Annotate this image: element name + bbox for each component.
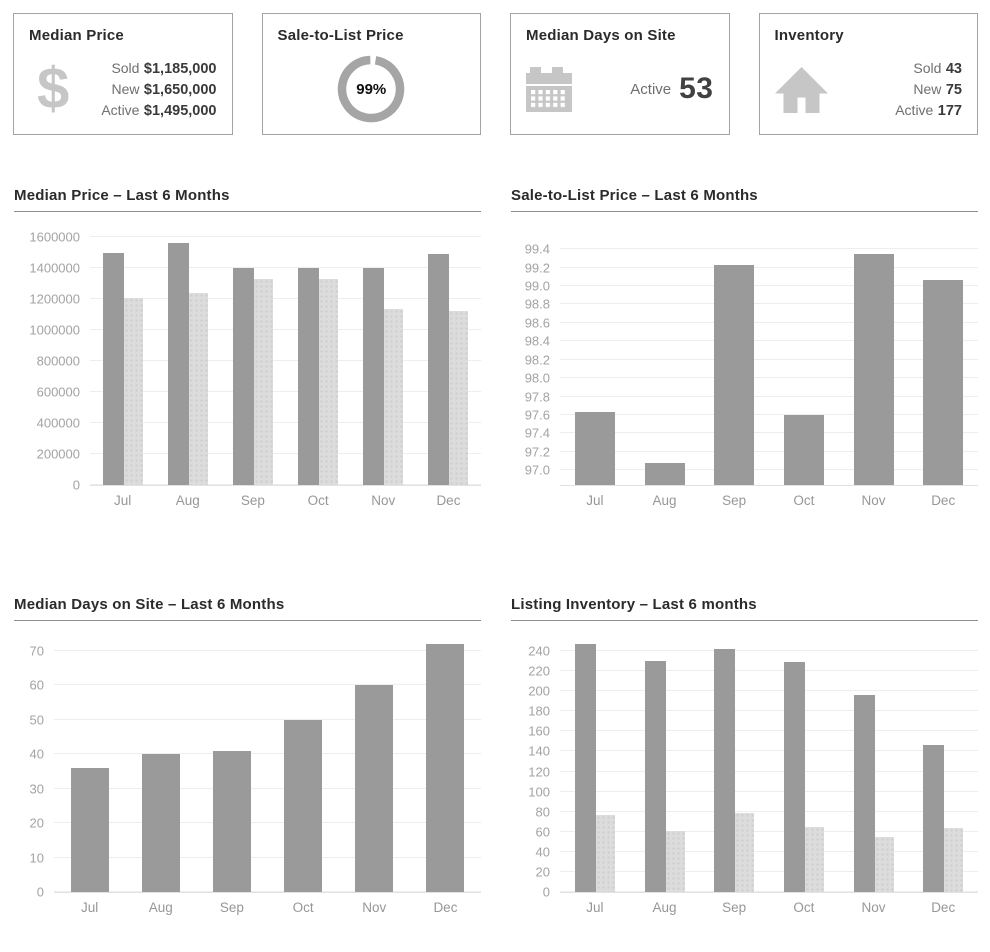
y-tick-label: 98.0 [524,370,550,386]
y-tick-label: 60 [29,677,44,693]
card-title: Inventory [774,27,844,44]
x-tick-label: Dec [931,493,956,508]
x-tick-label: Oct [292,900,314,915]
bar-series-1-aug [645,661,666,892]
x-tick-label: Nov [861,493,886,508]
bar-series-1-dec [428,254,449,485]
stat-label: New [913,80,942,97]
stat-row [101,58,216,79]
bars-layer [560,228,978,485]
y-tick-label: 97.8 [524,389,550,405]
card-sale-to-list [262,13,482,135]
bar-series-1-nov [854,695,875,892]
chart-title: Listing Inventory – Last 6 months [511,596,978,621]
bars-layer [560,637,978,892]
y-tick-label: 200000 [36,446,80,462]
stat-value: $1,495,000 [143,102,217,119]
y-tick-label: 99.4 [524,241,550,257]
bar-series-2-oct [319,279,338,485]
plot-area-sale-to-list [524,228,978,486]
bar-median-days-nov [355,685,393,892]
bar-series-1-oct [784,662,805,892]
stat-label: Sold [111,59,140,76]
y-tick-label: 220 [528,663,550,679]
bar-series-1-sep [233,268,254,485]
card-inventory [759,13,979,135]
x-tick-label: Oct [793,900,815,915]
x-tick-label: Nov [362,900,387,915]
bar-group-dec [908,637,978,892]
chart-listing-inventory [511,596,978,915]
stat-value: 177 [937,102,962,119]
y-tick-label: 140 [528,743,550,759]
bar-group-aug [125,637,196,892]
bar-group-nov [839,228,909,485]
x-tick-label: Jul [586,900,604,915]
x-tick-label: Aug [652,493,677,508]
stat-row [895,58,962,79]
x-axis-sale-to-list [560,493,978,508]
x-tick-label: Jul [113,493,132,508]
x-tick-label: Dec [433,900,458,915]
x-tick-label: Nov [371,493,396,508]
x-tick-label: Oct [307,493,329,508]
bar-sale-to-list-jul [575,412,615,485]
bar-series-2-sep [735,813,754,892]
house-icon [775,66,828,113]
y-tick-label: 0 [36,884,44,900]
stat-label: Active [101,101,140,118]
bar-group-nov [351,228,416,485]
bar-series-2-aug [666,831,685,892]
bar-group-oct [286,228,351,485]
chart-sale-to-list [511,187,978,508]
bar-series-2-jul [124,298,143,485]
bar-group-sep [196,637,267,892]
y-tick-label: 98.6 [524,315,550,331]
bar-group-aug [630,228,700,485]
y-tick-label: 98.4 [524,333,550,349]
bar-series-2-dec [944,828,963,892]
stat-row [101,100,216,121]
bar-group-jul [560,228,630,485]
stat-value: $1,650,000 [143,81,217,98]
bar-median-days-oct [284,720,322,892]
bar-group-dec [410,637,481,892]
chart-median-days [14,596,481,915]
bar-series-2-dec [449,311,468,485]
plot-area-listing-inventory [528,637,978,900]
dollar-icon: $ [37,56,70,121]
bar-group-jul [560,637,630,892]
y-tick-label: 1600000 [29,229,80,245]
bar-series-1-jul [103,253,124,485]
bar-group-nov [839,637,909,892]
bar-series-2-sep [254,279,273,485]
y-tick-label: 400000 [36,415,80,431]
bar-group-oct [268,637,339,892]
card-title: Median Days on Site [526,27,676,44]
bar-group-dec [416,228,481,485]
bar-sale-to-list-dec [923,280,963,485]
calendar-icon [526,67,573,112]
y-tick-label: 240 [528,643,550,659]
stat-value: 75 [945,81,962,98]
y-tick-label: 120 [528,764,550,780]
bar-group-sep [220,228,285,485]
y-tick-label: 97.6 [524,407,550,423]
x-tick-label: Sep [722,493,747,508]
y-tick-label: 98.2 [524,352,550,368]
bar-sale-to-list-sep [714,265,754,485]
card-median-days [510,13,730,135]
bar-median-days-sep [213,751,251,892]
y-tick-label: 1200000 [29,291,80,307]
y-tick-label: 20 [29,815,44,831]
x-tick-label: Dec [436,493,461,508]
bar-group-sep [699,637,769,892]
x-tick-label: Nov [861,900,886,915]
bar-sale-to-list-oct [784,415,824,485]
bar-series-1-aug [168,243,189,485]
stat-label: Sold [913,59,942,76]
bar-sale-to-list-aug [645,463,685,485]
y-tick-label: 0 [72,477,80,493]
y-tick-label: 97.0 [524,462,550,478]
chart-median-price [14,187,481,508]
y-tick-label: 97.4 [524,425,550,441]
bar-series-1-oct [298,268,319,485]
bar-group-oct [769,228,839,485]
x-tick-label: Sep [219,900,244,915]
y-tick-label: 97.2 [524,444,550,460]
bar-group-sep [699,228,769,485]
y-tick-label: 0 [542,884,550,900]
y-tick-label: 50 [29,712,44,728]
plot-area-median-days [29,637,481,900]
stat-value: 43 [945,60,962,77]
y-tick-label: 99.0 [524,278,550,294]
bars-layer [90,228,481,485]
bar-group-jul [90,228,155,485]
bar-series-2-jul [596,815,615,892]
bar-group-oct [769,637,839,892]
chart-title: Median Price – Last 6 Months [14,187,481,212]
y-tick-label: 99.2 [524,260,550,276]
bar-series-1-sep [714,649,735,892]
stat-label: New [111,80,140,97]
bar-group-jul [54,637,125,892]
stat-value: $1,185,000 [143,60,217,77]
card-title: Median Price [29,27,124,44]
stat-row [895,100,962,121]
y-tick-label: 100 [528,784,550,800]
bar-series-2-nov [875,837,894,892]
y-tick-label: 160 [528,723,550,739]
stat-label: Active [895,101,934,118]
chart-title: Sale-to-List Price – Last 6 Months [511,187,978,212]
bar-group-aug [155,228,220,485]
x-axis-median-days [54,900,481,915]
stat-label: Active [630,80,672,98]
x-tick-label: Aug [175,493,200,508]
donut-gauge-icon [334,52,408,126]
bar-group-nov [339,637,410,892]
bars-layer [54,637,481,892]
card-title: Sale-to-List Price [277,27,404,44]
y-tick-label: 40 [535,844,550,860]
stat-cards-row [13,13,978,135]
y-tick-label: 70 [29,643,44,659]
y-tick-label: 800000 [36,353,80,369]
stat-value: 53 [679,72,714,105]
x-tick-label: Dec [931,900,956,915]
bar-median-days-aug [142,754,180,892]
x-tick-label: Jul [586,493,604,508]
x-axis-median-price [90,493,481,508]
x-tick-label: Sep [240,493,265,508]
stat-row [101,79,216,100]
y-tick-label: 1000000 [29,322,80,338]
y-tick-label: 1400000 [29,260,80,276]
y-tick-label: 30 [29,781,44,797]
y-tick-label: 98.8 [524,296,550,312]
y-tick-label: 40 [29,746,44,762]
y-tick-label: 600000 [36,384,80,400]
chart-title: Median Days on Site – Last 6 Months [14,596,481,621]
stat-row [895,79,962,100]
x-tick-label: Sep [722,900,747,915]
bar-series-1-jul [575,644,596,892]
stat-row [630,72,713,106]
bar-series-1-dec [923,745,944,892]
y-tick-label: 60 [535,824,550,840]
x-tick-label: Aug [148,900,173,915]
x-axis-listing-inventory [560,900,978,915]
bar-group-aug [630,637,700,892]
bar-series-1-nov [363,268,384,485]
bar-series-2-oct [805,827,824,892]
y-tick-label: 200 [528,683,550,699]
bar-sale-to-list-nov [854,254,894,485]
bar-series-2-nov [384,309,403,485]
bar-group-dec [908,228,978,485]
y-tick-label: 10 [29,850,44,866]
y-tick-label: 20 [535,864,550,880]
donut-percent-label: 99% [356,80,387,98]
y-tick-label: 80 [535,804,550,820]
bar-median-days-jul [71,768,109,892]
bar-series-2-aug [189,293,208,485]
plot-area-median-price [29,228,481,493]
x-tick-label: Oct [793,493,815,508]
y-tick-label: 180 [528,703,550,719]
x-tick-label: Aug [652,900,677,915]
card-median-price [13,13,233,135]
charts-grid [14,187,978,915]
bar-median-days-dec [426,644,464,892]
x-tick-label: Jul [80,900,99,915]
